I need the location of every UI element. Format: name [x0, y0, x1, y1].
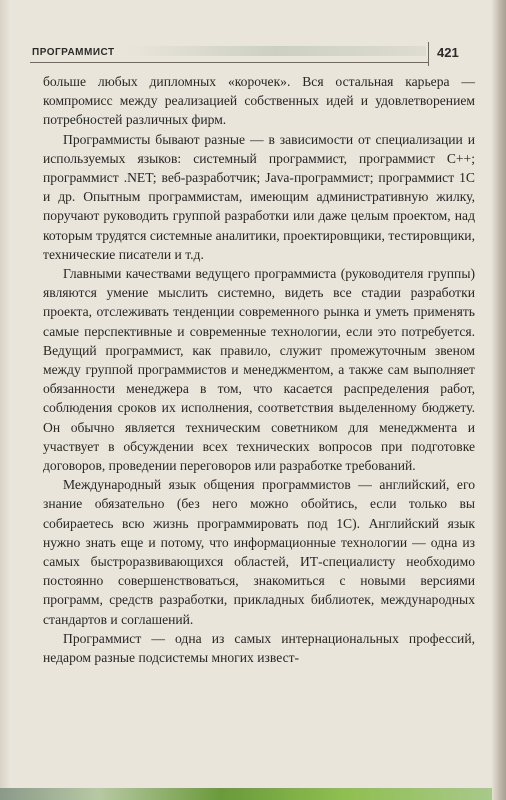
paragraph-2: Программисты бывают разные — в зависимости от специализации и используемых языков: системный программист, программист C++; программист .NET; веб-разработчик; Java-программист; программист 1С и др. Опытным программистам, имеющим административную жилку, поручают руководить группой разработки или даже целым проектом, над которым трудятся системные аналитики, проектировщики, тестировщики, технические писатели и т.д. [43, 131, 475, 262]
paragraph-5: Программист — одна из самых интернациональных профессий, недаром разные подсистемы многих извест- [43, 630, 475, 666]
header-rule [30, 62, 428, 63]
running-head: ПРОГРАММИСТ [32, 47, 115, 58]
header-separator [428, 42, 429, 66]
footer-color-strip [0, 788, 492, 800]
paragraph-4: Международный язык общения программистов — английский, его знание обязательно (без него можно обойтись, если только вы собираетесь всю жизнь программировать под 1С). Английский язык нужно знать еще и потому, что информационные технологии — одна из самых быстроразвивающихся областей, ИТ-специалисту необходимо постоянно совершенствоваться, знакомиться с новыми версиями программ, средств разработки, прикладных библиотек, международных стандартов и соглашений. [43, 477, 475, 627]
page-number: 421 [437, 45, 459, 60]
paragraph-3: Главными качествами ведущего программиста (руководителя группы) являются умение мыслить системно, видеть все стадии разработки проекта, отслеживать тенденции современного рынка и уметь применять самые перспективные и современные технологии, если это потребуется. Ведущий программист, как правило, служит промежуточным звеном между группой программистов и менеджментом, а также сам выполняет обязанности менеджера в том, что касается распределения работ, соблюдения сроков их исполнения, соответствия выделенному бюджету. Он обычно является техническим советником для менеджмента и участвует в обсуждении всех технических вопросов при подготовке договоров, проведении переговоров или разработке требований. [43, 266, 475, 474]
page-edge-shadow [492, 0, 506, 800]
paragraph-1: больше любых дипломных «корочек». Вся остальная карьера — компромисс между реализацией собственных идей и удовлетворением потребностей различных фирм. [43, 74, 475, 128]
page-gutter-shadow [0, 0, 10, 800]
body-text [43, 72, 475, 667]
page-header [30, 40, 470, 66]
faded-header-band [126, 46, 426, 56]
